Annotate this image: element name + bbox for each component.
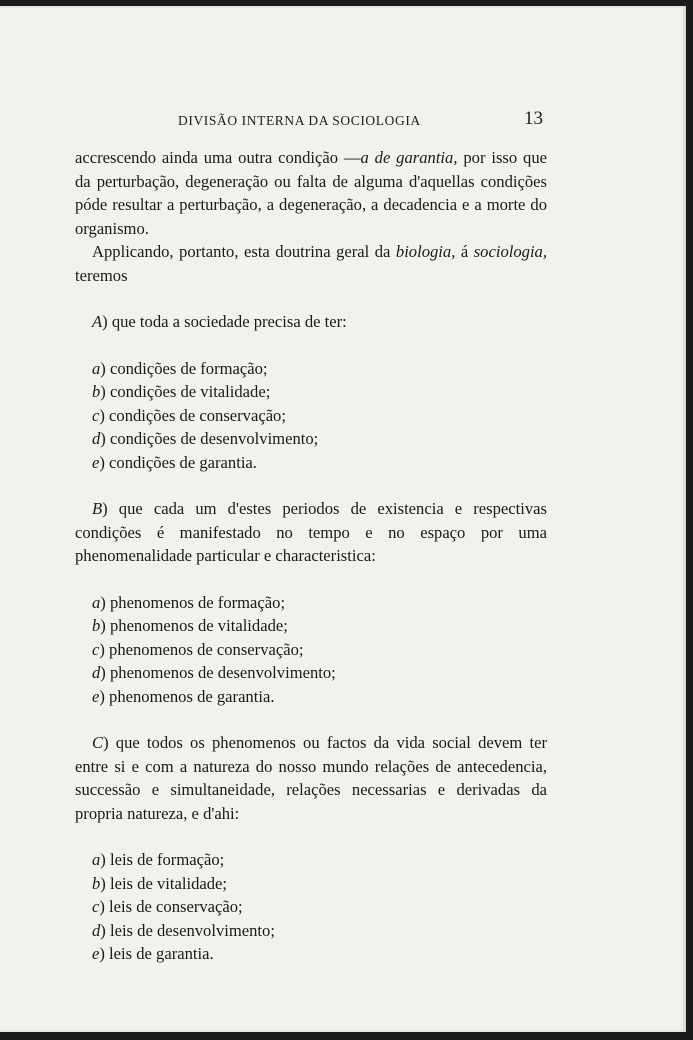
section-a-list	[75, 357, 547, 475]
intro-italic: biologia,	[395, 242, 456, 261]
spacer	[75, 568, 547, 591]
list-item: e) phenomenos de garantia.	[92, 686, 275, 706]
list-item: a) leis de formação;	[92, 850, 225, 869]
section-marker: B	[92, 499, 103, 518]
intro-italic: a de garantia,	[360, 148, 458, 167]
list-item: a) phenomenos de formação;	[92, 592, 286, 612]
list-item: c) leis de conservação;	[92, 897, 243, 916]
page-number: 13	[524, 108, 543, 129]
section-text: ) que toda a sociedade precisa de ter:	[102, 312, 347, 331]
list-item: b) phenomenos de vitalidade;	[92, 616, 288, 635]
list-item: c) phenomenos de conservação;	[92, 639, 304, 659]
section-c-list	[75, 848, 547, 966]
intro-paragraph-2	[75, 240, 547, 287]
running-head: DIVISÃO INTERNA DA SOCIOLOGIA	[178, 113, 421, 128]
intro-italic: sociologia,	[473, 242, 548, 261]
section-text: ) que todos os phenomenos ou factos da vida social devem ter entre si e com a natureza do nosso mundo relações de antecedencia, successão e simultaneidade, relações necessarias e derivadas da propria natureza, e d'ahi:	[75, 733, 547, 823]
spacer	[75, 474, 547, 497]
list-item: d) leis de desenvolvimento;	[92, 920, 275, 940]
list-item: a) condições de formação;	[92, 358, 268, 378]
section-c-heading	[75, 731, 547, 825]
list-item: d) phenomenos de desenvolvimento;	[92, 663, 336, 682]
spacer	[75, 825, 547, 848]
list-item: e) leis de garantia.	[92, 944, 214, 963]
intro-text: teremos	[75, 265, 128, 285]
section-b-heading	[75, 497, 547, 568]
section-marker: A	[92, 312, 103, 331]
intro-text: accrescendo ainda uma outra condição —	[75, 148, 361, 167]
section-b-list	[75, 591, 547, 709]
book-page	[0, 6, 686, 1032]
list-item: e) condições de garantia.	[92, 452, 257, 472]
intro-text: á	[455, 242, 474, 261]
section-marker: C	[92, 733, 104, 752]
list-item: d) condições de desenvolvimento;	[92, 429, 319, 448]
page-header	[0, 106, 686, 130]
spacer	[75, 287, 547, 310]
spacer	[75, 708, 547, 731]
intro-text: Applicando, portanto, esta doutrina geral da	[92, 242, 396, 261]
page-body	[75, 146, 547, 966]
intro-text: por isso que da perturbação, degeneração ou falta de alguma d'aquellas condições póde resultar a perturbação, a degeneração, a decadencia e a morte do organismo.	[75, 148, 547, 238]
intro-paragraph-1	[75, 146, 547, 240]
list-item: c) condições de conservação;	[92, 405, 286, 425]
section-a-heading	[75, 310, 547, 334]
spacer	[75, 334, 547, 357]
list-item: b) leis de vitalidade;	[92, 873, 228, 893]
list-item: b) condições de vitalidade;	[92, 382, 271, 401]
section-text: ) que cada um d'estes periodos de existencia e respectivas condições é manifestado no tempo e no espaço por uma phenomenalidade particular e characteristica:	[75, 499, 547, 565]
